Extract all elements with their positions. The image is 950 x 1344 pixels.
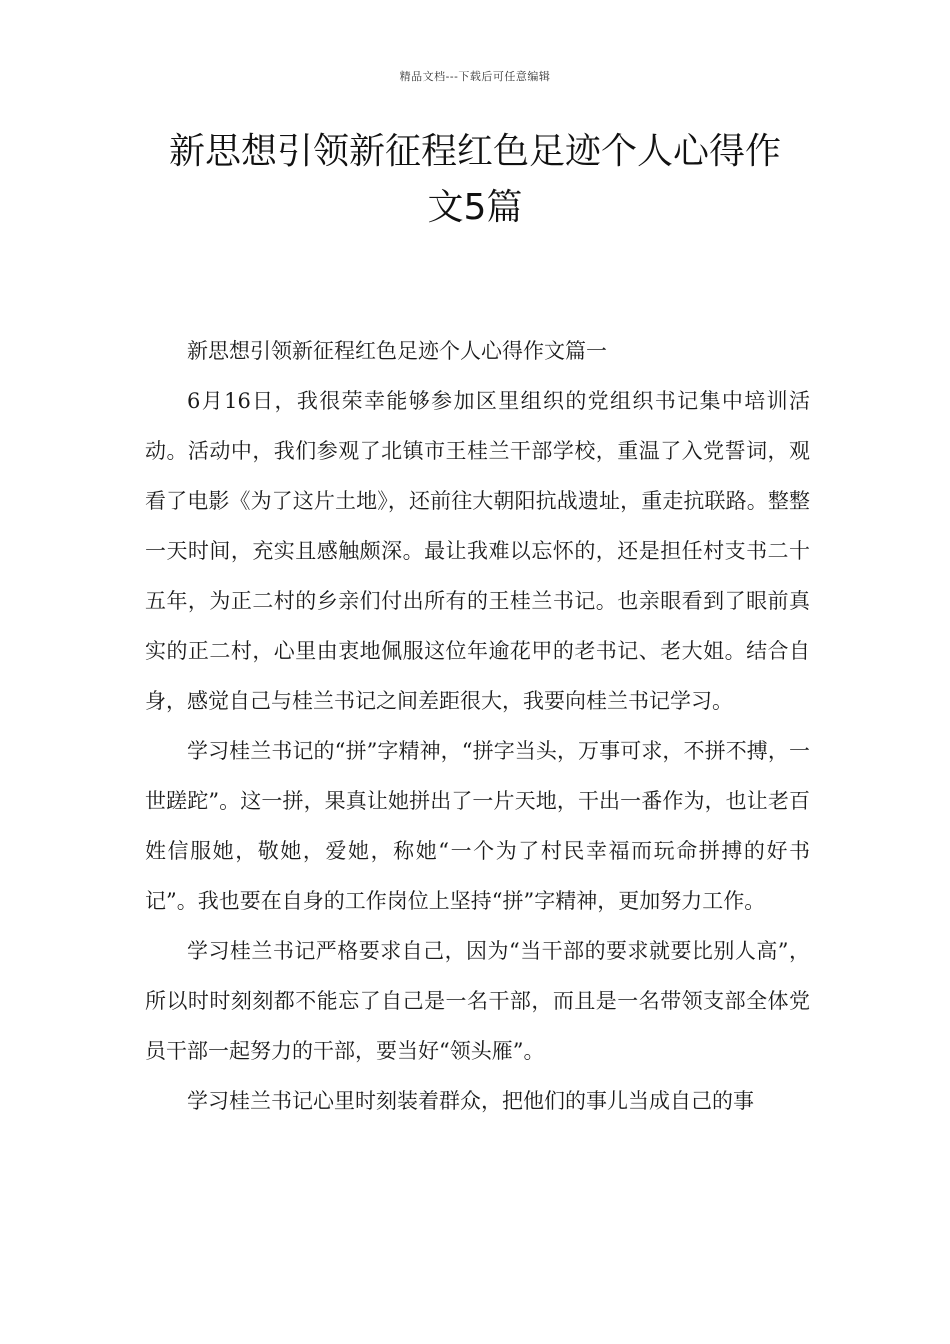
paragraph-2: 学习桂兰书记的“拼”字精神，“拼字当头，万事可求，不拼不搏，一世蹉跎”。这一拼，果真让她拼出了一片天地，干出一番作为，也让老百姓信服她，敬她，爱她，称她“一个为了村民幸福而玩命拼搏的好书记”。我也要在自身的工作岗位上坚持“拼”字精神，更加努力工作。 [145, 739, 810, 913]
paragraph-4: 学习桂兰书记心里时刻装着群众，把他们的事儿当成自己的事 [187, 1089, 754, 1113]
paragraph-1: 6月16日，我很荣幸能够参加区里组织的党组织书记集中培训活动。活动中，我们参观了北镇市王桂兰干部学校，重温了入党誓词，观看了电影《为了这片土地》，还前往大朝阳抗战遗址，重走抗联路。整整一天时间，充实且感触颇深。最让我难以忘怀的，还是担任村支书二十五年，为正二村的乡亲们付出所有的王桂兰书记。也亲眼看到了眼前真实的正二村，心里由衷地佩服这位年逾花甲的老书记、老大姐。结合自身，感觉自己与桂兰书记之间差距很大，我要向桂兰书记学习。 [145, 389, 810, 713]
document-title-line-2: 文5篇 [427, 187, 523, 228]
document-title [120, 124, 830, 236]
header-note: 精品文档---下载后可任意编辑 [399, 70, 551, 83]
paragraph-3: 学习桂兰书记严格要求自己，因为“当干部的要求就要比别人高”，所以时时刻刻都不能忘了自己是一名干部，而且是一名带领支部全体党员干部一起努力的干部，要当好“领头雁”。 [145, 939, 810, 1063]
document-title-line-1: 新思想引领新征程红色足迹个人心得作 [168, 131, 781, 172]
document-body [145, 326, 810, 1126]
section-heading: 新思想引领新征程红色足迹个人心得作文篇一 [187, 339, 607, 363]
